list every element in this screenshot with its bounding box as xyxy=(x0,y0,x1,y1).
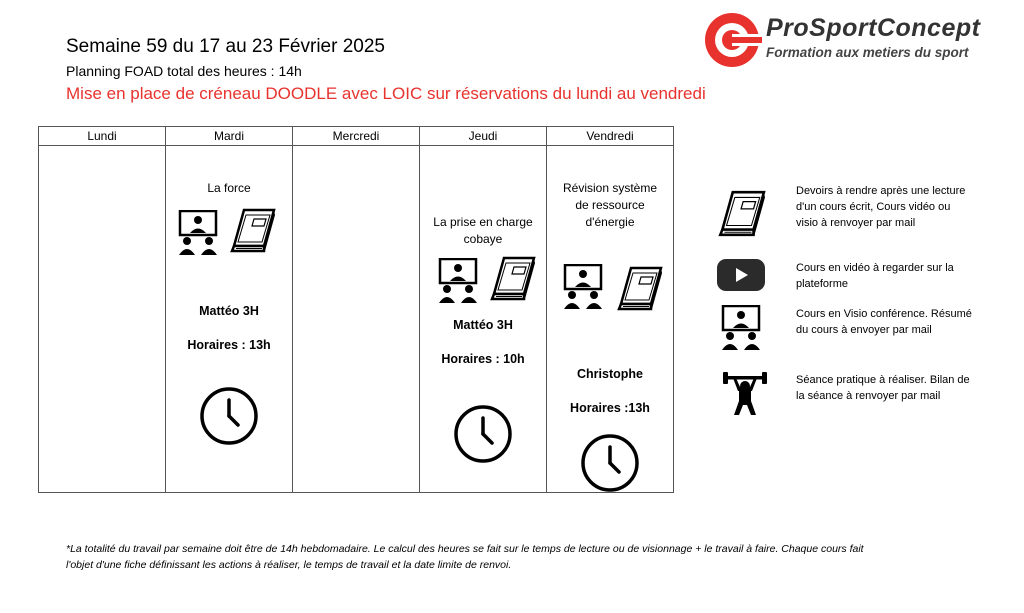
legend-text-line: Devoirs à rendre après une lecture xyxy=(796,185,966,197)
video-play-icon xyxy=(716,258,766,292)
legend-text-line: du cours à envoyer par mail xyxy=(796,324,932,336)
logo-mark-icon xyxy=(704,12,762,68)
legend-item-video xyxy=(796,260,986,292)
legend-text-line: visio à renvoyer par mail xyxy=(796,217,916,229)
day-header-vendredi: Vendredi xyxy=(547,127,674,146)
visio-icon xyxy=(176,210,220,256)
day-cell-vendredi xyxy=(547,146,674,493)
session-teacher: Mattéo 3H xyxy=(453,318,513,332)
footnote-line: *La totalité du travail par semaine doit être de 14h hebdomadaire. Le calcul des heures se fait sur le temps de lecture ou de visionnage + le travail à faire. Chaque cours fait xyxy=(66,543,864,555)
book-icon xyxy=(712,188,766,238)
session-topic: La force xyxy=(207,181,251,195)
day-cell-jeudi xyxy=(420,146,547,493)
legend-text-line: la séance à renvoyer par mail xyxy=(796,390,941,402)
book-icon xyxy=(611,264,663,312)
legend-item-book xyxy=(796,183,986,231)
legend-item-visio xyxy=(796,306,986,338)
day-cell-mercredi xyxy=(293,146,420,493)
legend-text-line: plateforme xyxy=(796,278,848,290)
footnote-line: l'objet d'une fiche définissant les actions à réaliser, le temps de travail et la date limite de renvoi. xyxy=(66,559,512,571)
day-cell-mardi xyxy=(166,146,293,493)
visio-icon xyxy=(561,264,605,310)
visio-icon xyxy=(719,305,763,351)
day-header-mardi: Mardi xyxy=(166,127,293,146)
day-cell-lundi xyxy=(39,146,166,493)
legend-text-line: d'un cours écrit, Cours vidéo ou xyxy=(796,201,951,213)
legend-text-line: Cours en Visio conférence. Résumé xyxy=(796,308,972,320)
legend-item-practice xyxy=(796,372,986,404)
visio-icon xyxy=(436,258,480,304)
doodle-alert: Mise en place de créneau DOODLE avec LOIC sur réservations du lundi au vendredi xyxy=(66,84,706,103)
session-time: Horaires : 13h xyxy=(187,338,271,352)
footnote xyxy=(66,541,966,573)
prosportconcept-logo xyxy=(704,12,1014,68)
clock-icon xyxy=(199,386,259,446)
session-topic-line1: La prise en charge xyxy=(433,215,533,229)
day-header-lundi: Lundi xyxy=(39,127,166,146)
page-subtitle: Planning FOAD total des heures : 14h xyxy=(66,63,302,79)
weightlifter-icon xyxy=(722,369,768,417)
session-topic-line3: d'énergie xyxy=(585,215,635,229)
session-topic-line2: de ressource xyxy=(575,198,645,212)
logo-name: ProSportConcept xyxy=(766,14,981,42)
session-topic-line2: cobaye xyxy=(463,232,503,246)
session-topic-line1: Révision système xyxy=(562,181,658,195)
book-icon xyxy=(484,254,536,302)
logo-tagline: Formation aux metiers du sport xyxy=(766,45,969,60)
clock-icon xyxy=(453,404,513,464)
day-header-mercredi: Mercredi xyxy=(293,127,420,146)
session-time: Horaires :13h xyxy=(570,401,650,415)
table-header-row xyxy=(39,127,674,146)
session-time: Horaires : 10h xyxy=(441,352,525,366)
book-icon xyxy=(224,206,276,254)
session-teacher: Mattéo 3H xyxy=(199,304,259,318)
legend-text-line: Séance pratique à réaliser. Bilan de xyxy=(796,374,970,386)
day-header-jeudi: Jeudi xyxy=(420,127,547,146)
clock-icon xyxy=(580,433,640,493)
weekly-planning-table xyxy=(38,126,674,493)
legend-text-line: Cours en vidéo à regarder sur la xyxy=(796,262,954,274)
session-teacher: Christophe xyxy=(577,367,643,381)
table-row xyxy=(39,146,674,493)
page-title: Semaine 59 du 17 au 23 Février 2025 xyxy=(66,36,385,57)
